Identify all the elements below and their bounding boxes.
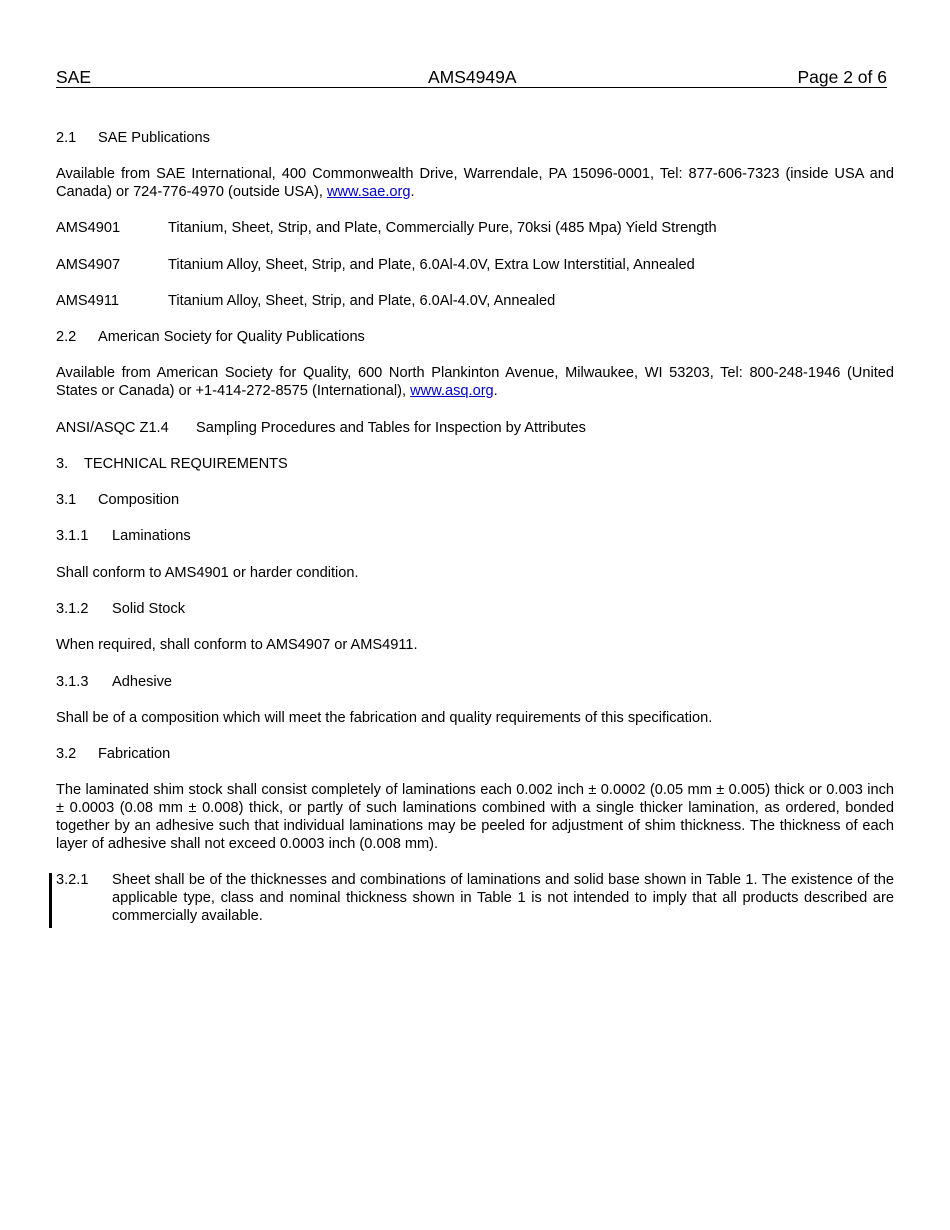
section-title: Composition	[98, 492, 180, 508]
revision-change-bar	[49, 873, 52, 928]
section-title: Adhesive	[112, 674, 173, 690]
section-2-1-heading	[56, 129, 894, 147]
availability-text: Available from American Society for Quality, 600 North Plankinton Avenue, Milwaukee, WI 53203, Tel: 800-248-1946 (United States or Canada) or +1-414-272-8575 (International),	[56, 365, 894, 399]
punctuation: .	[410, 184, 415, 200]
reference-code: ANSI/ASQC Z1.4	[56, 420, 169, 436]
reference-description: Titanium, Sheet, Strip, and Plate, Commercially Pure, 70ksi (485 Mpa) Yield Strength	[168, 220, 717, 236]
section-3-2-1-paragraph	[56, 871, 894, 925]
section-2-2-heading	[56, 328, 894, 346]
section-title: Solid Stock	[112, 601, 186, 617]
section-3-1-2-text: When required, shall conform to AMS4907 or AMS4911.	[56, 637, 418, 653]
section-3-2-heading	[56, 745, 894, 763]
section-number: 3.1.3	[56, 674, 89, 690]
section-title: TECHNICAL REQUIREMENTS	[84, 456, 288, 472]
section-number: 3.1	[56, 492, 77, 508]
section-number: 2.1	[56, 130, 77, 146]
section-3-2-1-text: Sheet shall be of the thicknesses and combinations of laminations and solid base shown in Table 1. The existence of the applicable type, class and nominal thickness shown in Table 1 is not intended to imply that all products described are commercially available.	[112, 872, 894, 924]
reference-code: AMS4911	[56, 293, 120, 309]
availability-text: Available from SAE International, 400 Commonwealth Drive, Warrendale, PA 15096-0001, Tel: 877-606-7323 (inside USA and Canada) or 724-776-4970 (outside USA),	[56, 166, 894, 200]
section-title: Fabrication	[98, 746, 171, 762]
section-3-2-text: The laminated shim stock shall consist completely of laminations each 0.002 inch ± 0.0002 (0.05 mm ± 0.005) thick or 0.003 inch ± 0.0003 (0.08 mm ± 0.008) thick, or partly of such laminations combined with a single thicker lamination, as ordered, bonded together by an adhesive such that individual laminations may be peeled for adjustment of shim thickness. The thickness of each layer of adhesive shall not exceed 0.0003 inch (0.008 mm).	[56, 782, 894, 852]
section-title: SAE Publications	[98, 130, 210, 146]
section-number: 3.2	[56, 746, 77, 762]
sae-website-link[interactable]: www.sae.org	[326, 184, 411, 200]
reference-description: Titanium Alloy, Sheet, Strip, and Plate, 6.0Al-4.0V, Extra Low Interstitial, Annealed	[168, 257, 695, 273]
section-3-1-3-heading	[56, 673, 894, 691]
reference-description: Sampling Procedures and Tables for Inspection by Attributes	[196, 420, 586, 436]
reference-ams4907	[56, 256, 894, 274]
reference-ansi-asqc-z14	[56, 419, 894, 437]
section-number: 3.	[56, 456, 69, 472]
section-number: 2.2	[56, 329, 77, 345]
header-doc-number: AMS4949A	[428, 67, 517, 87]
section-2-1-availability	[56, 165, 894, 201]
section-number: 3.1.2	[56, 601, 89, 617]
reference-description: Titanium Alloy, Sheet, Strip, and Plate, 6.0Al-4.0V, Annealed	[168, 293, 556, 309]
asq-website-link[interactable]: www.asq.org	[410, 383, 494, 399]
reference-code: AMS4907	[56, 257, 121, 273]
reference-ams4911	[56, 292, 894, 310]
section-3-1-2-heading	[56, 600, 894, 618]
reference-code: AMS4901	[56, 220, 121, 236]
section-number: 3.2.1	[56, 872, 89, 888]
section-3-heading	[56, 455, 894, 473]
section-3-1-heading	[56, 491, 894, 509]
header-page-number: Page 2 of 6	[797, 67, 887, 87]
section-2-2-availability	[56, 364, 894, 400]
section-3-1-3-text: Shall be of a composition which will meet the fabrication and quality requirements of this specification.	[56, 710, 713, 726]
header-org: SAE	[56, 67, 92, 87]
section-3-1-1-heading	[56, 527, 894, 545]
section-number: 3.1.1	[56, 528, 89, 544]
punctuation: .	[493, 383, 498, 399]
page-header	[56, 67, 887, 88]
section-title: American Society for Quality Publications	[98, 329, 365, 345]
section-3-1-1-text: Shall conform to AMS4901 or harder condition.	[56, 565, 359, 581]
section-title: Laminations	[112, 528, 191, 544]
reference-ams4901	[56, 219, 894, 237]
